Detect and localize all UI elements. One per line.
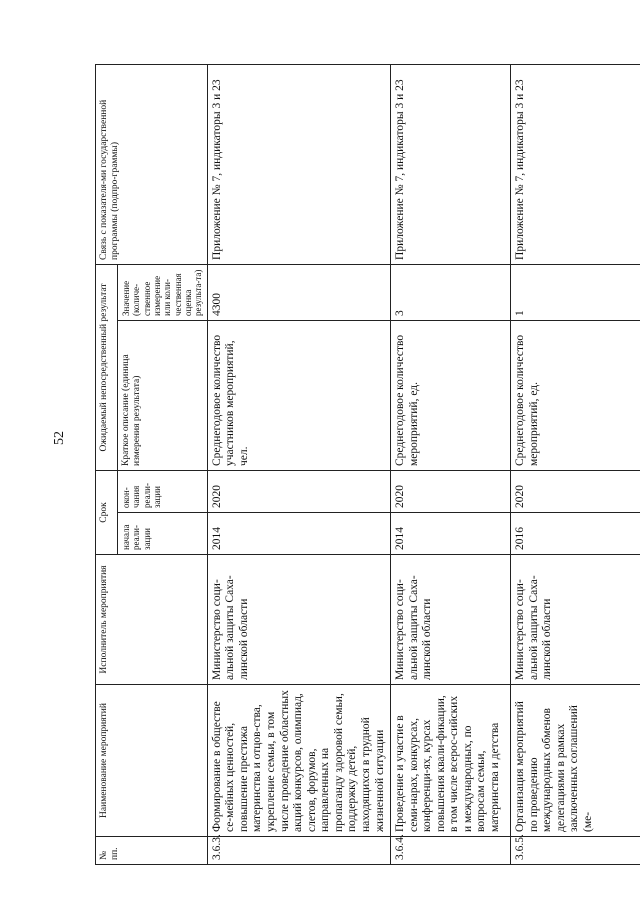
row-start: 2014 — [207, 513, 390, 555]
header-expected: Ожидаемый непосредственный результат — [96, 264, 118, 470]
table-row — [391, 64, 511, 864]
row-value: 1 — [511, 264, 640, 320]
page-number: 52 — [52, 431, 67, 445]
row-start: 2016 — [511, 513, 640, 555]
header-term: Срок — [96, 470, 118, 554]
row-name: Формирование в обществе се-мейных ценностей, повышение престижа материнства и отцов-ства, укрепление семьи, в том числе проведение областных акций конкурсов, олимпиад, слетов, форумов, направленных на пропаганду здоровой семьи, поддержку детей, находящихся в трудной жизненной ситуации — [207, 685, 390, 837]
row-num: 3.6.5. — [511, 837, 640, 865]
table-row — [207, 64, 390, 864]
header-expected-value: Значение (количе-ственное измерение или коли-чественная оценка результа-та) — [118, 264, 208, 320]
row-value: 4300 — [207, 264, 390, 320]
row-desc: Среднегодовое количество участников мероприятий, чел. — [207, 320, 390, 470]
header-expected-desc: Краткое описание (единица измерения результата) — [118, 320, 208, 470]
row-start: 2014 — [391, 513, 511, 555]
row-executor: Министерство соци-альной защиты Саха-линской области — [511, 555, 640, 685]
row-name: Проведение и участие в семи-нарах, конкурсах, конференци-ях, курсах повышения квали-фикации, в том числе всерос-сийских и международных, по вопросам семьи, материнства и детства — [391, 685, 511, 837]
header-name: Наименование мероприятий — [96, 685, 208, 837]
row-executor: Министерство соци-альной защиты Саха-линской области — [207, 555, 390, 685]
measures-table — [95, 64, 640, 865]
row-link: Приложение № 7, индикаторы 3 и 23 — [207, 64, 390, 264]
header-term-end: окон-чания реали-зации — [118, 470, 208, 512]
row-num: 3.6.3. — [207, 837, 390, 865]
header-executor: Исполнитель мероприятия — [96, 555, 208, 685]
row-num: 3.6.4. — [391, 837, 511, 865]
row-executor: Министерство соци-альной защиты Саха-линской области — [391, 555, 511, 685]
header-term-start: начала реали-зации — [118, 513, 208, 555]
row-name: Организация мероприятий по проведению международных обменов делегациями в рамках заключенных соглашений (ме- — [511, 685, 640, 837]
row-desc: Среднегодовое количество мероприятий, ед. — [511, 320, 640, 470]
row-end: 2020 — [511, 470, 640, 512]
row-value: 3 — [391, 264, 511, 320]
header-num: № пп. — [96, 837, 208, 865]
rotated-table-sheet — [95, 65, 625, 865]
row-end: 2020 — [391, 470, 511, 512]
row-desc: Среднегодовое количество мероприятий, ед. — [391, 320, 511, 470]
row-end: 2020 — [207, 470, 390, 512]
row-link: Приложение № 7, индикаторы 3 и 23 — [511, 64, 640, 264]
table-row — [511, 64, 640, 864]
header-link: Связь с показателя-ми государственной программы (подпро-граммы) — [96, 64, 208, 264]
row-link: Приложение № 7, индикаторы 3 и 23 — [391, 64, 511, 264]
